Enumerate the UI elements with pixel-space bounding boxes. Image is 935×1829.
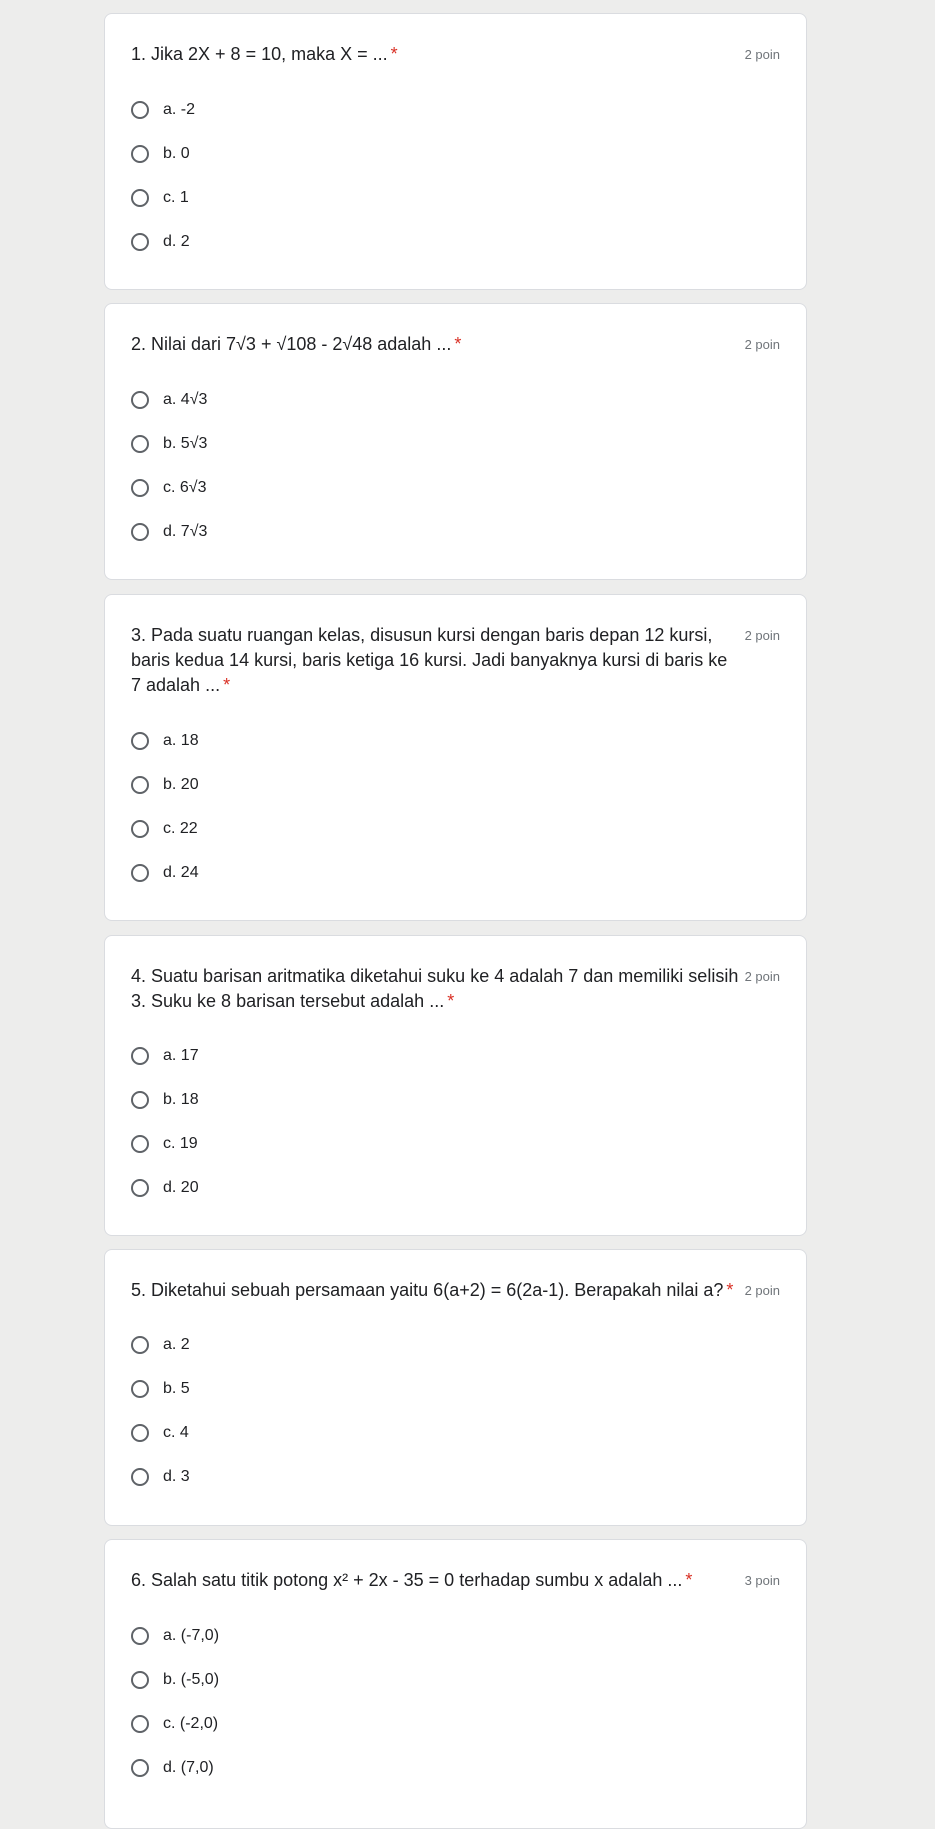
option-d[interactable]	[131, 510, 207, 554]
option-a[interactable]	[131, 378, 207, 422]
option-b[interactable]	[131, 763, 199, 807]
radio-button[interactable]	[131, 1135, 149, 1153]
question-title	[131, 1278, 741, 1303]
required-asterisk: *	[685, 1570, 693, 1590]
question-text: 1. Jika 2X + 8 = 10, maka X = ...	[131, 44, 388, 64]
answer-options	[131, 719, 199, 895]
option-label: a. 2	[163, 1336, 190, 1353]
radio-button[interactable]	[131, 1627, 149, 1645]
answer-options	[131, 1614, 219, 1790]
question-points: 2 poin	[744, 337, 780, 352]
question-points: 2 poin	[744, 1283, 780, 1298]
radio-button[interactable]	[131, 820, 149, 838]
radio-button[interactable]	[131, 1715, 149, 1733]
option-label: b. 5	[163, 1380, 190, 1397]
option-label: b. 18	[163, 1091, 199, 1108]
radio-button[interactable]	[131, 776, 149, 794]
radio-button[interactable]	[131, 233, 149, 251]
answer-options	[131, 1323, 190, 1499]
radio-button[interactable]	[131, 391, 149, 409]
option-b[interactable]	[131, 1658, 219, 1702]
radio-button[interactable]	[131, 1468, 149, 1486]
option-label: a. 18	[163, 732, 199, 749]
option-label: c. 19	[163, 1135, 198, 1152]
option-label: c. 1	[163, 189, 189, 206]
question-points: 3 poin	[744, 1573, 780, 1588]
option-c[interactable]	[131, 1411, 190, 1455]
option-c[interactable]	[131, 176, 195, 220]
radio-button[interactable]	[131, 189, 149, 207]
radio-button[interactable]	[131, 145, 149, 163]
option-c[interactable]	[131, 466, 207, 510]
option-label: c. 6√3	[163, 479, 207, 496]
radio-button[interactable]	[131, 1671, 149, 1689]
question-text: 3. Pada suatu ruangan kelas, disusun kursi dengan baris depan 12 kursi, baris kedua 14 kursi, baris ketiga 16 kursi. Jadi banyaknya kursi di baris ke 7 adalah ...	[131, 625, 728, 695]
question-title	[131, 964, 741, 1014]
option-c[interactable]	[131, 1122, 199, 1166]
radio-button[interactable]	[131, 435, 149, 453]
option-a[interactable]	[131, 1614, 219, 1658]
option-d[interactable]	[131, 220, 195, 264]
question-card-3	[104, 594, 807, 921]
radio-button[interactable]	[131, 523, 149, 541]
question-card-4	[104, 935, 807, 1236]
option-b[interactable]	[131, 1367, 190, 1411]
radio-button[interactable]	[131, 1336, 149, 1354]
question-card-6	[104, 1539, 807, 1829]
question-card-1	[104, 13, 807, 290]
question-text: 2. Nilai dari 7√3 + √108 - 2√48 adalah ...	[131, 334, 452, 354]
option-label: a. -2	[163, 101, 196, 118]
radio-button[interactable]	[131, 864, 149, 882]
option-d[interactable]	[131, 1166, 199, 1210]
required-asterisk: *	[454, 334, 462, 354]
option-label: c. (-2,0)	[163, 1715, 219, 1732]
option-label: b. 5√3	[163, 435, 208, 452]
option-label: a. (-7,0)	[163, 1627, 220, 1644]
required-asterisk: *	[390, 44, 398, 64]
option-label: c. 4	[163, 1424, 189, 1441]
option-a[interactable]	[131, 88, 195, 132]
question-points: 2 poin	[744, 628, 780, 643]
option-d[interactable]	[131, 1455, 190, 1499]
option-label: a. 4√3	[163, 391, 208, 408]
option-d[interactable]	[131, 1746, 219, 1790]
question-text: 5. Diketahui sebuah persamaan yaitu 6(a+2) = 6(2a-1). Berapakah nilai a?	[131, 1280, 724, 1300]
question-text: 6. Salah satu titik potong x² + 2x - 35 = 0 terhadap sumbu x adalah ...	[131, 1570, 683, 1590]
option-b[interactable]	[131, 1078, 199, 1122]
question-text: 4. Suatu barisan aritmatika diketahui suku ke 4 adalah 7 dan memiliki selisih 3. Suku ke 8 barisan tersebut adalah ...	[131, 966, 739, 1011]
radio-button[interactable]	[131, 1047, 149, 1065]
question-title	[131, 332, 741, 357]
question-card-2	[104, 303, 807, 580]
radio-button[interactable]	[131, 1380, 149, 1398]
option-label: d. 7√3	[163, 523, 208, 540]
option-d[interactable]	[131, 851, 199, 895]
option-label: a. 17	[163, 1047, 199, 1064]
option-a[interactable]	[131, 1323, 190, 1367]
radio-button[interactable]	[131, 732, 149, 750]
option-label: d. 2	[163, 233, 190, 250]
required-asterisk: *	[223, 675, 231, 695]
option-label: b. (-5,0)	[163, 1671, 220, 1688]
question-title	[131, 1568, 741, 1593]
radio-button[interactable]	[131, 101, 149, 119]
radio-button[interactable]	[131, 1424, 149, 1442]
required-asterisk: *	[447, 991, 455, 1011]
option-c[interactable]	[131, 807, 199, 851]
question-points: 2 poin	[744, 969, 780, 984]
option-label: d. 24	[163, 864, 199, 881]
radio-button[interactable]	[131, 1091, 149, 1109]
radio-button[interactable]	[131, 479, 149, 497]
option-label: d. (7,0)	[163, 1759, 214, 1776]
radio-button[interactable]	[131, 1759, 149, 1777]
question-card-5	[104, 1249, 807, 1526]
answer-options	[131, 1034, 199, 1210]
option-c[interactable]	[131, 1702, 219, 1746]
question-title	[131, 42, 741, 67]
required-asterisk: *	[726, 1280, 734, 1300]
answer-options	[131, 88, 195, 264]
option-a[interactable]	[131, 1034, 199, 1078]
option-b[interactable]	[131, 132, 195, 176]
option-label: c. 22	[163, 820, 198, 837]
option-label: b. 20	[163, 776, 199, 793]
option-label: b. 0	[163, 145, 190, 162]
question-title	[131, 623, 741, 698]
option-b[interactable]	[131, 422, 207, 466]
radio-button[interactable]	[131, 1179, 149, 1197]
option-label: d. 3	[163, 1468, 190, 1485]
option-a[interactable]	[131, 719, 199, 763]
option-label: d. 20	[163, 1179, 199, 1196]
question-points: 2 poin	[744, 47, 780, 62]
answer-options	[131, 378, 207, 554]
